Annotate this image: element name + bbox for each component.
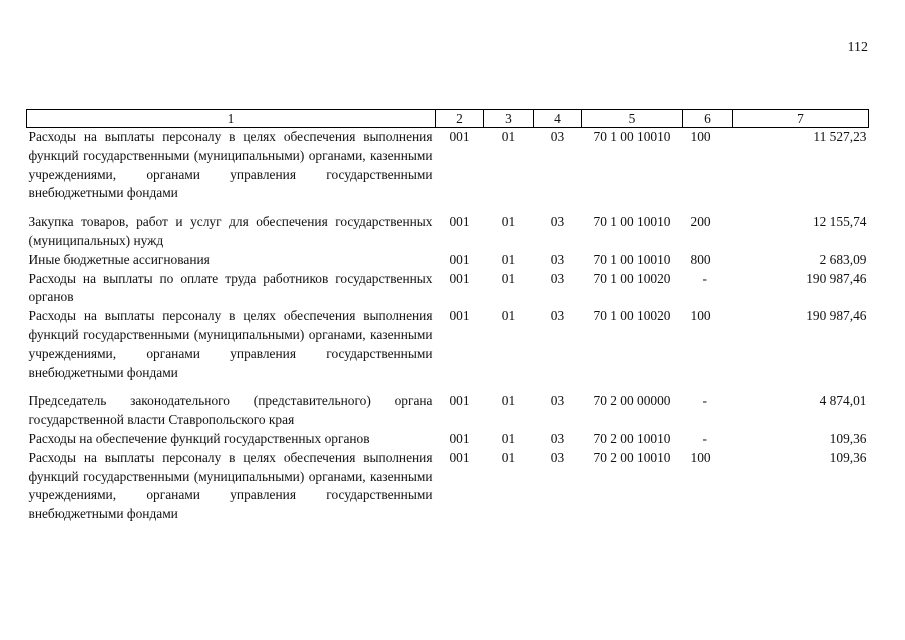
target-article-code: 70 1 00 10010 xyxy=(593,214,671,230)
budget-table xyxy=(26,109,869,524)
target-article-code: 70 2 00 10010 xyxy=(593,430,671,446)
table-row xyxy=(27,128,869,214)
ministry-code: 001 xyxy=(449,214,470,230)
table-row xyxy=(27,430,869,449)
subsection-code: 03 xyxy=(550,449,565,465)
page-number: 112 xyxy=(847,40,868,55)
subsection-code: 03 xyxy=(550,129,565,144)
expense-kind-code: - xyxy=(702,393,707,409)
expense-kind-code: 800 xyxy=(690,251,711,267)
header-col-1: 1 xyxy=(27,110,436,128)
expense-name: Расходы на выплаты персоналу в целях обеспечения выполнения функций государственными (муниципальными) органами, казенными учреждениями, органами управления государственными внебюджетными фондами xyxy=(28,308,433,380)
expense-kind-code: - xyxy=(702,270,707,286)
header-col-3: 3 xyxy=(484,110,534,128)
section-code: 01 xyxy=(501,270,516,286)
header-col-6: 6 xyxy=(683,110,733,128)
expense-kind-code: 100 xyxy=(690,449,711,465)
ministry-code: 001 xyxy=(449,449,470,465)
subsection-code: 03 xyxy=(550,251,565,267)
amount: 190 987,46 xyxy=(806,308,867,324)
amount: 12 155,74 xyxy=(812,214,867,230)
table-row xyxy=(27,449,869,524)
section-code: 01 xyxy=(501,449,516,465)
table-row xyxy=(27,213,869,251)
expense-name: Председатель законодательного (представительного) органа государственной власти Ставропольского края xyxy=(28,393,433,428)
section-code: 01 xyxy=(501,251,516,267)
subsection-code: 03 xyxy=(550,308,565,324)
amount: 109,36 xyxy=(829,430,867,446)
target-article-code: 70 1 00 10010 xyxy=(593,129,671,144)
expense-kind-code: 200 xyxy=(690,214,711,230)
expense-name: Расходы на выплаты персоналу в целях обеспечения выполнения функций государственными (муниципальными) органами, казенными учреждениями, органами управления государственными внебюджетными фондами xyxy=(28,449,433,522)
section-code: 01 xyxy=(501,308,516,324)
section-code: 01 xyxy=(501,393,516,409)
header-col-2: 2 xyxy=(436,110,484,128)
table-row xyxy=(27,251,869,270)
subsection-code: 03 xyxy=(550,214,565,230)
subsection-code: 03 xyxy=(550,430,565,446)
table-row xyxy=(27,307,869,392)
expense-name: Расходы на выплаты по оплате труда работников государственных органов xyxy=(28,270,433,305)
target-article-code: 70 1 00 10020 xyxy=(593,308,671,324)
subsection-code: 03 xyxy=(550,270,565,286)
table-row xyxy=(27,392,869,430)
expense-name: Расходы на обеспечение функций государственных органов xyxy=(28,430,370,446)
ministry-code: 001 xyxy=(449,270,470,286)
amount: 2 683,09 xyxy=(819,251,867,267)
target-article-code: 70 1 00 10010 xyxy=(593,251,671,267)
section-code: 01 xyxy=(501,214,516,230)
target-article-code: 70 2 00 10010 xyxy=(593,449,671,465)
expense-kind-code: - xyxy=(702,430,707,446)
table-row xyxy=(27,270,869,308)
header-col-5: 5 xyxy=(582,110,683,128)
header-col-7: 7 xyxy=(733,110,869,128)
section-code: 01 xyxy=(501,430,516,446)
amount: 109,36 xyxy=(829,449,867,465)
expense-name: Иные бюджетные ассигнования xyxy=(28,251,210,267)
header-col-4: 4 xyxy=(534,110,582,128)
section-code: 01 xyxy=(501,129,516,144)
ministry-code: 001 xyxy=(449,129,470,144)
ministry-code: 001 xyxy=(449,430,470,446)
expense-name: Расходы на выплаты персоналу в целях обеспечения выполнения функций государственными (муниципальными) органами, казенными учреждениями, органами управления государственными внебюджетными фондами xyxy=(28,129,433,201)
amount: 190 987,46 xyxy=(806,270,867,286)
amount: 4 874,01 xyxy=(819,393,867,409)
table-header-row xyxy=(27,110,869,128)
ministry-code: 001 xyxy=(449,308,470,324)
expense-kind-code: 100 xyxy=(690,308,711,324)
target-article-code: 70 1 00 10020 xyxy=(593,270,671,286)
ministry-code: 001 xyxy=(449,393,470,409)
target-article-code: 70 2 00 00000 xyxy=(593,393,671,409)
ministry-code: 001 xyxy=(449,251,470,267)
expense-kind-code: 100 xyxy=(690,129,711,144)
expense-name: Закупка товаров, работ и услуг для обеспечения государственных (муниципальных) нужд xyxy=(28,214,433,248)
subsection-code: 03 xyxy=(550,393,565,409)
amount: 11 527,23 xyxy=(813,129,867,144)
